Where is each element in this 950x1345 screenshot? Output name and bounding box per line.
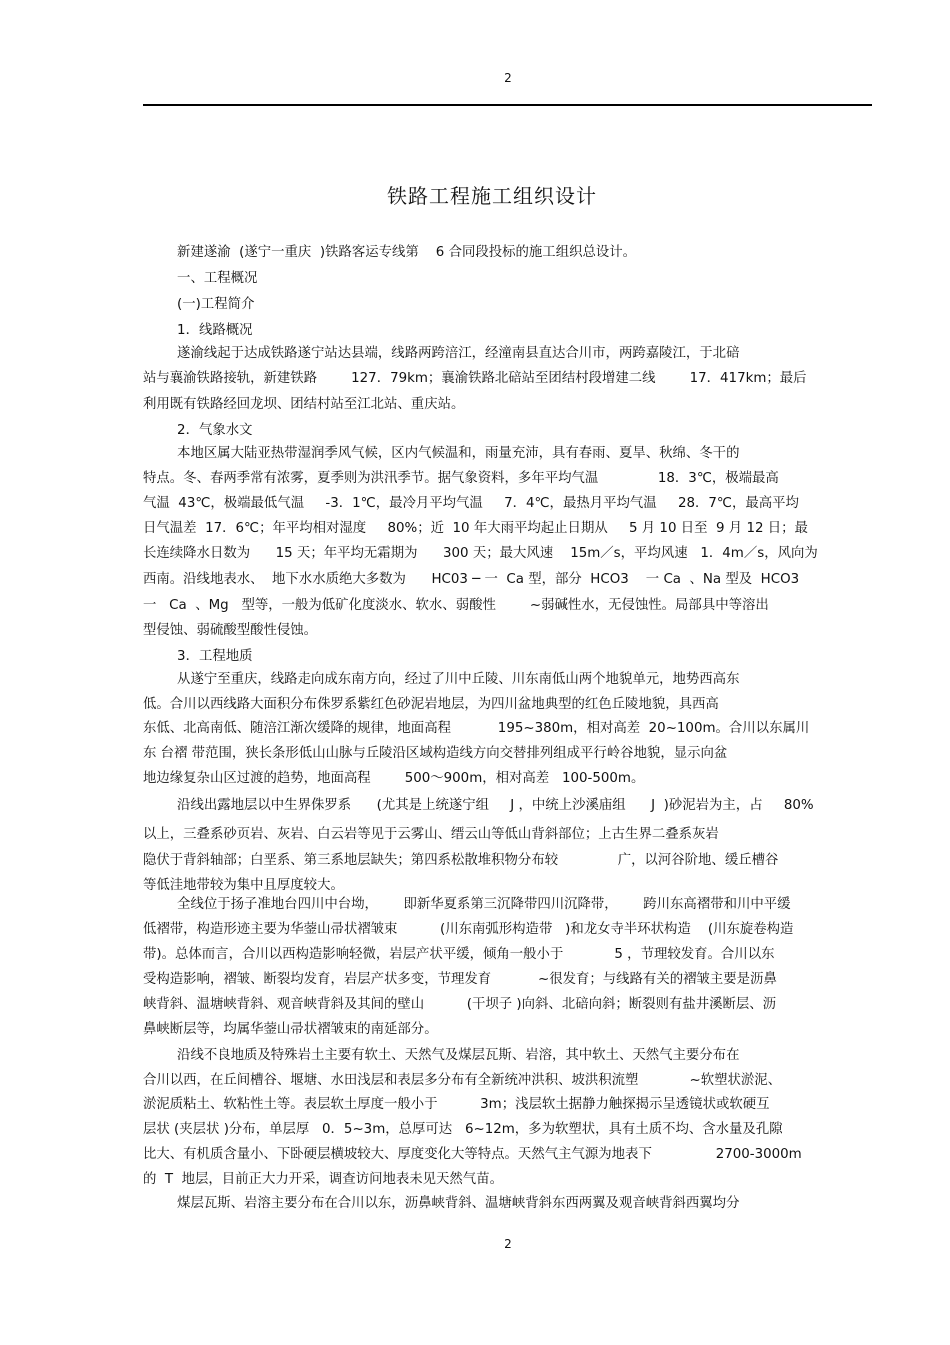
page-number-bottom: 2 [504, 1237, 512, 1251]
document-title: 铁路工程施工组织设计 [387, 184, 597, 208]
body-line: 淤泥质粘土、软粘性土等。表层软土厚度一般小于 3m；浅层软土据静力触探揭示呈透镜状或软硬互 [143, 1097, 770, 1112]
body-line: 特点。冬、春两季常有浓雾，夏季则为洪汛季节。据气象资料，多年平均气温 18．3℃，极端最高 [143, 471, 779, 486]
body-line: 东 台褶 带范围，狭长条形低山山脉与丘陵沿区域构造线方向交替排列组成平行岭谷地貌，显示向盆 [143, 746, 728, 761]
body-line: 峡背斜、温塘峡背斜、观音峡背斜及其间的壁山 (干坝子 )向斜、北碚向斜；断裂则有盐井溪断层、沥 [143, 997, 777, 1012]
body-line: 一、工程概况 [143, 271, 258, 286]
body-line: 等低洼地带较为集中且厚度较大。 [143, 878, 344, 893]
body-line: 隐伏于背斜轴部；白垩系、第三系地层缺失；第四系松散堆积物分布较 广，以河谷阶地、缓丘槽谷 [143, 853, 779, 868]
body-line: 低。合川以西线路大面积分布侏罗系紫红色砂泥岩地层，为四川盆地典型的红色丘陵地貌，具西高 [143, 697, 719, 712]
body-line: 以上，三叠系砂页岩、灰岩、白云岩等见于云雾山、缙云山等低山背斜部位；上古生界二叠系灰岩 [143, 827, 719, 842]
body-line: 受构造影响，褶皱、断裂均发育，岩层产状多变，节理发育 ~很发育；与线路有关的褶皱主要是沥鼻 [143, 972, 777, 987]
body-line: 沿线出露地层以中生界侏罗系 (尤其是上统遂宁组 J ，中统上沙溪庙组 J )砂泥岩为主，占 80% [143, 798, 814, 813]
page-number-top: 2 [504, 71, 512, 85]
body-line: 气温 43℃，极端最低气温 -3．1℃，最冷月平均气温 7．4℃，最热月平均气温 28．7℃，最高平均 [143, 496, 799, 511]
body-line: 低褶带，构造形迹主要为华蓥山帚状褶皱束 (川东南弧形构造带 )和龙女寺半环状构造 (川东旋卷构造 [143, 922, 794, 937]
body-line: 带)。总体而言，合川以西构造影响轻微，岩层产状平缓，倾角一般小于 5 ，节理较发育。合川以东 [143, 947, 775, 962]
body-line: 型侵蚀、弱硫酸型酸性侵蚀。 [143, 623, 318, 638]
body-line: 东低、北高南低、随涪江渐次缓降的规律，地面高程 195~380m，相对高差 20~100m。合川以东属川 [143, 721, 810, 736]
body-line: 鼻峡断层等，均属华蓥山帚状褶皱束的南延部分。 [143, 1022, 438, 1037]
body-line: 本地区属大陆亚热带湿润季风气候，区内气候温和，雨量充沛，具有春雨、夏旱、秋绵、冬干的 [143, 446, 740, 461]
body-line: 2．气象水文 [143, 423, 253, 438]
body-line: 沿线不良地质及特殊岩土主要有软土、天然气及煤层瓦斯、岩溶，其中软土、天然气主要分布在 [143, 1048, 740, 1063]
body-line: 遂渝线起于达成铁路遂宁站达县端，线路两跨涪江，经潼南县直达合川市，两跨嘉陵江，于北碚 [143, 346, 740, 361]
body-line: 层状 (夹层状 )分布，单层厚 0．5~3m，总厚可达 6~12m，多为软塑状，具有土质不均、含水量及孔隙 [143, 1122, 783, 1137]
body-line: (一)工程简介 [143, 297, 255, 312]
body-line: 长连续降水日数为 15 天；年平均无霜期为 300 天；最大风速 15m／s，平均风速 1．4m／s，风向为 [143, 546, 818, 561]
body-line: 一 Ca 、Mg 型等，一般为低矿化度淡水、软水、弱酸性 ~弱碱性水，无侵蚀性。局部具中等溶出 [143, 598, 769, 613]
body-line: 煤层瓦斯、岩溶主要分布在合川以东，沥鼻峡背斜、温塘峡背斜东西两翼及观音峡背斜西翼均分 [143, 1196, 740, 1211]
body-line: 比大、有机质含量小、下卧硬层横坡较大、厚度变化大等特点。天然气主气源为地表下 2700-3000m [143, 1147, 802, 1162]
body-line: 合川以西，在丘间槽谷、堰塘、水田浅层和表层多分布有全新统冲洪积、坡洪积流塑 ~软塑状淤泥、 [143, 1073, 782, 1088]
body-line: 新建遂渝 (遂宁一重庆 )铁路客运专线第 6 合同段投标的施工组织总设计。 [143, 245, 637, 260]
body-line: 3．工程地质 [143, 649, 253, 664]
body-line: 利用既有铁路经回龙坝、团结村站至江北站、重庆站。 [143, 397, 465, 412]
body-line: 的 T 地层，目前正大力开采，调查访问地表未见天然气苗。 [143, 1172, 503, 1187]
body-line: 1．线路概况 [143, 323, 253, 338]
body-line: 全线位于扬子准地台四川中台坳， 即新华夏系第三沉降带四川沉降带， 跨川东高褶带和川中平缓 [143, 897, 791, 912]
header-rule [143, 104, 872, 106]
body-line: 西南。沿线地表水、 地下水水质绝大多数为 HC03 ─ 一 Ca 型，部分 HCO3 一 Ca 、Na 型及 HCO3 [143, 572, 800, 587]
body-line: 日气温差 17．6℃；年平均相对湿度 80%；近 10 年大雨平均起止日期从 5 月 10 日至 9 月 12 日；最 [143, 521, 808, 536]
body-line: 地边缘复杂山区过渡的趋势，地面高程 500～900m，相对高差 100-500m。 [143, 771, 645, 786]
body-line: 从遂宁至重庆，线路走向成东南方向，经过了川中丘陵、川东南低山两个地貌单元，地势西高东 [143, 672, 740, 687]
body-line: 站与襄渝铁路接轨，新建铁路 127．79km；襄渝铁路北碚站至团结村段增建二线 17．417km；最后 [143, 371, 807, 386]
